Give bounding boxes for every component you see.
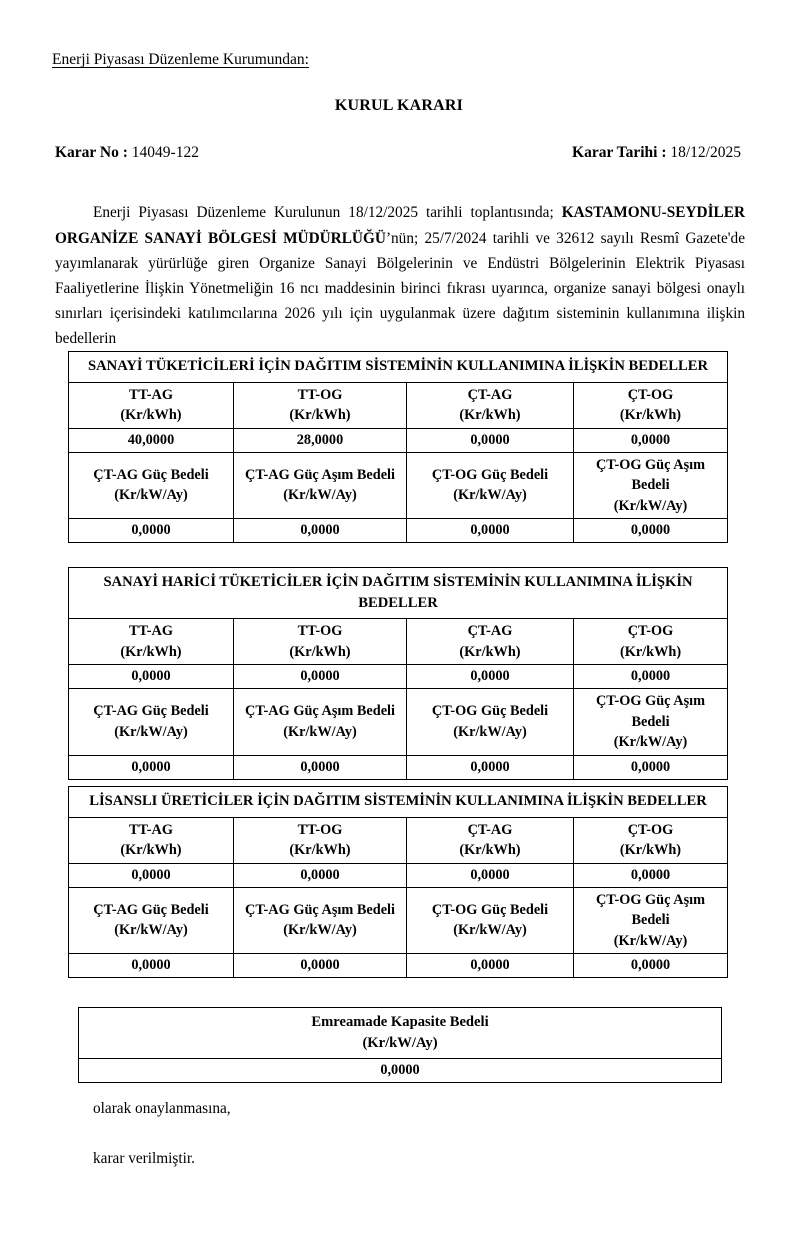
decision-date-value: 18/12/2025 xyxy=(666,144,741,161)
column-header-ct-og-power: ÇT-OG Güç Bedeli (Kr/kW/Ay) xyxy=(407,452,574,519)
column-header-ct-ag-power: ÇT-AG Güç Bedeli (Kr/kW/Ay) xyxy=(69,689,234,756)
table-header-row xyxy=(69,452,728,519)
value-ct-og: 0,0000 xyxy=(574,863,728,887)
value-ct-ag-power: 0,0000 xyxy=(69,755,234,779)
table-caption-row xyxy=(69,787,728,818)
column-header-ct-ag-excess: ÇT-AG Güç Aşım Bedeli (Kr/kW/Ay) xyxy=(234,452,407,519)
column-header-ct-ag: ÇT-AG (Kr/kWh) xyxy=(407,619,574,665)
value-ct-og-power: 0,0000 xyxy=(407,954,574,978)
table-licensed-producers xyxy=(68,786,728,978)
column-header-ct-ag-power: ÇT-AG Güç Bedeli (Kr/kW/Ay) xyxy=(69,887,234,954)
table-caption-row xyxy=(69,568,728,619)
table-row xyxy=(69,519,728,543)
table-industrial-consumers xyxy=(68,351,728,543)
column-header-ct-og: ÇT-OG (Kr/kWh) xyxy=(574,382,728,428)
value-ct-ag-excess: 0,0000 xyxy=(234,954,407,978)
paragraph-continuation: ’nün; 25/7/2024 tarihli ve 32612 sayılı Resmî Gazete'de yayımlanarak yürürlüğe giren Organize Sanayi Bölgelerinin ve Endüstri Bölgelerinin Elektrik Piyasası Faaliyetlerine İlişkin Yönetmeliğin 16 ncı maddesinin birinci fıkrası uyarınca, organize sanayi bölgesi onaylı sınırları içerisindeki katılımcılarına 2026 yılı için uygulanmak üzere dağıtım sisteminin kullanımına ilişkin bedellerin xyxy=(55,229,745,348)
column-header-tt-og: TT-OG (Kr/kWh) xyxy=(234,382,407,428)
value-tt-og: 28,0000 xyxy=(234,428,407,452)
column-header-ct-og: ÇT-OG (Kr/kWh) xyxy=(574,817,728,863)
column-header-tt-ag: TT-AG (Kr/kWh) xyxy=(69,382,234,428)
value-ct-ag-power: 0,0000 xyxy=(69,954,234,978)
value-ct-og-excess: 0,0000 xyxy=(574,519,728,543)
value-ct-ag-power: 0,0000 xyxy=(69,519,234,543)
column-header-tt-og: TT-OG (Kr/kWh) xyxy=(234,817,407,863)
value-ct-ag-excess: 0,0000 xyxy=(234,755,407,779)
column-header-tt-ag: TT-AG (Kr/kWh) xyxy=(69,619,234,665)
decision-number xyxy=(55,144,199,162)
value-ct-og: 0,0000 xyxy=(574,428,728,452)
issuing-authority: Enerji Piyasası Düzenleme Kurumundan: xyxy=(52,51,309,68)
table-available-capacity-charge xyxy=(78,1007,722,1083)
value-tt-og: 0,0000 xyxy=(234,665,407,689)
table-header-row xyxy=(69,689,728,756)
column-header-tt-og: TT-OG (Kr/kWh) xyxy=(234,619,407,665)
column-header-ct-og: ÇT-OG (Kr/kWh) xyxy=(574,619,728,665)
value-ct-ag: 0,0000 xyxy=(407,428,574,452)
decision-meta-row xyxy=(55,144,741,162)
value-capacity-charge: 0,0000 xyxy=(79,1059,722,1083)
column-header-tt-ag: TT-AG (Kr/kWh) xyxy=(69,817,234,863)
table-caption: SANAYİ TÜKETİCİLERİ İÇİN DAĞITIM SİSTEMİNİN KULLANIMINA İLİŞKİN BEDELLER xyxy=(69,352,728,383)
table-row xyxy=(69,665,728,689)
paragraph-intro: Enerji Piyasası Düzenleme Kurulunun 18/12/2025 tarihli toplantısında; xyxy=(93,204,562,222)
table-header-row xyxy=(69,817,728,863)
table-header-row xyxy=(69,887,728,954)
decision-body-paragraph xyxy=(55,200,745,351)
table-header-row xyxy=(69,619,728,665)
column-header-ct-og-excess: ÇT-OG Güç Aşım Bedeli (Kr/kW/Ay) xyxy=(574,689,728,756)
value-ct-og-excess: 0,0000 xyxy=(574,755,728,779)
value-ct-ag: 0,0000 xyxy=(407,863,574,887)
column-header-ct-og-excess: ÇT-OG Güç Aşım Bedeli (Kr/kW/Ay) xyxy=(574,452,728,519)
table-caption: LİSANSLI ÜRETİCİLER İÇİN DAĞITIM SİSTEMİNİN KULLANIMINA İLİŞKİN BEDELLER xyxy=(69,787,728,818)
table-header-row xyxy=(69,382,728,428)
value-tt-ag: 0,0000 xyxy=(69,665,234,689)
value-ct-og-power: 0,0000 xyxy=(407,755,574,779)
value-ct-og-power: 0,0000 xyxy=(407,519,574,543)
column-header-ct-og-power: ÇT-OG Güç Bedeli (Kr/kW/Ay) xyxy=(407,689,574,756)
table-caption: Emreamade Kapasite Bedeli (Kr/kW/Ay) xyxy=(79,1008,722,1059)
column-header-ct-ag-excess: ÇT-AG Güç Aşım Bedeli (Kr/kW/Ay) xyxy=(234,887,407,954)
table-caption-row xyxy=(79,1008,722,1059)
table-row xyxy=(79,1059,722,1083)
table-row xyxy=(69,755,728,779)
approval-statement: olarak onaylanmasına, xyxy=(93,1100,231,1117)
page-title: KURUL KARARI xyxy=(334,97,464,114)
column-header-ct-ag: ÇT-AG (Kr/kWh) xyxy=(407,817,574,863)
decision-date-label: Karar Tarihi : xyxy=(572,144,667,161)
value-ct-ag-excess: 0,0000 xyxy=(234,519,407,543)
table-caption: SANAYİ HARİCİ TÜKETİCİLER İÇİN DAĞITIM SİSTEMİNİN KULLANIMINA İLİŞKİN BEDELLER xyxy=(69,568,728,619)
decision-number-label: Karar No : xyxy=(55,144,128,161)
decision-number-value: 14049-122 xyxy=(127,144,199,161)
column-header-ct-ag-power: ÇT-AG Güç Bedeli (Kr/kW/Ay) xyxy=(69,452,234,519)
value-tt-ag: 40,0000 xyxy=(69,428,234,452)
value-tt-og: 0,0000 xyxy=(234,863,407,887)
column-header-ct-ag-excess: ÇT-AG Güç Aşım Bedeli (Kr/kW/Ay) xyxy=(234,689,407,756)
participant-organization-name: KASTAMONU-SEYDİLER ORGANİZE SANAYİ BÖLGESİ MÜDÜRLÜĞÜ xyxy=(55,204,745,247)
table-row xyxy=(69,863,728,887)
value-ct-ag: 0,0000 xyxy=(407,665,574,689)
value-tt-ag: 0,0000 xyxy=(69,863,234,887)
table-row xyxy=(69,428,728,452)
table-caption-row xyxy=(69,352,728,383)
column-header-ct-og-power: ÇT-OG Güç Bedeli (Kr/kW/Ay) xyxy=(407,887,574,954)
decision-statement: karar verilmiştir. xyxy=(93,1150,195,1167)
value-ct-og-excess: 0,0000 xyxy=(574,954,728,978)
column-header-ct-og-excess: ÇT-OG Güç Aşım Bedeli (Kr/kW/Ay) xyxy=(574,887,728,954)
table-row xyxy=(69,954,728,978)
value-ct-og: 0,0000 xyxy=(574,665,728,689)
decision-date xyxy=(572,144,741,162)
table-nonindustrial-consumers xyxy=(68,567,728,780)
column-header-ct-ag: ÇT-AG (Kr/kWh) xyxy=(407,382,574,428)
